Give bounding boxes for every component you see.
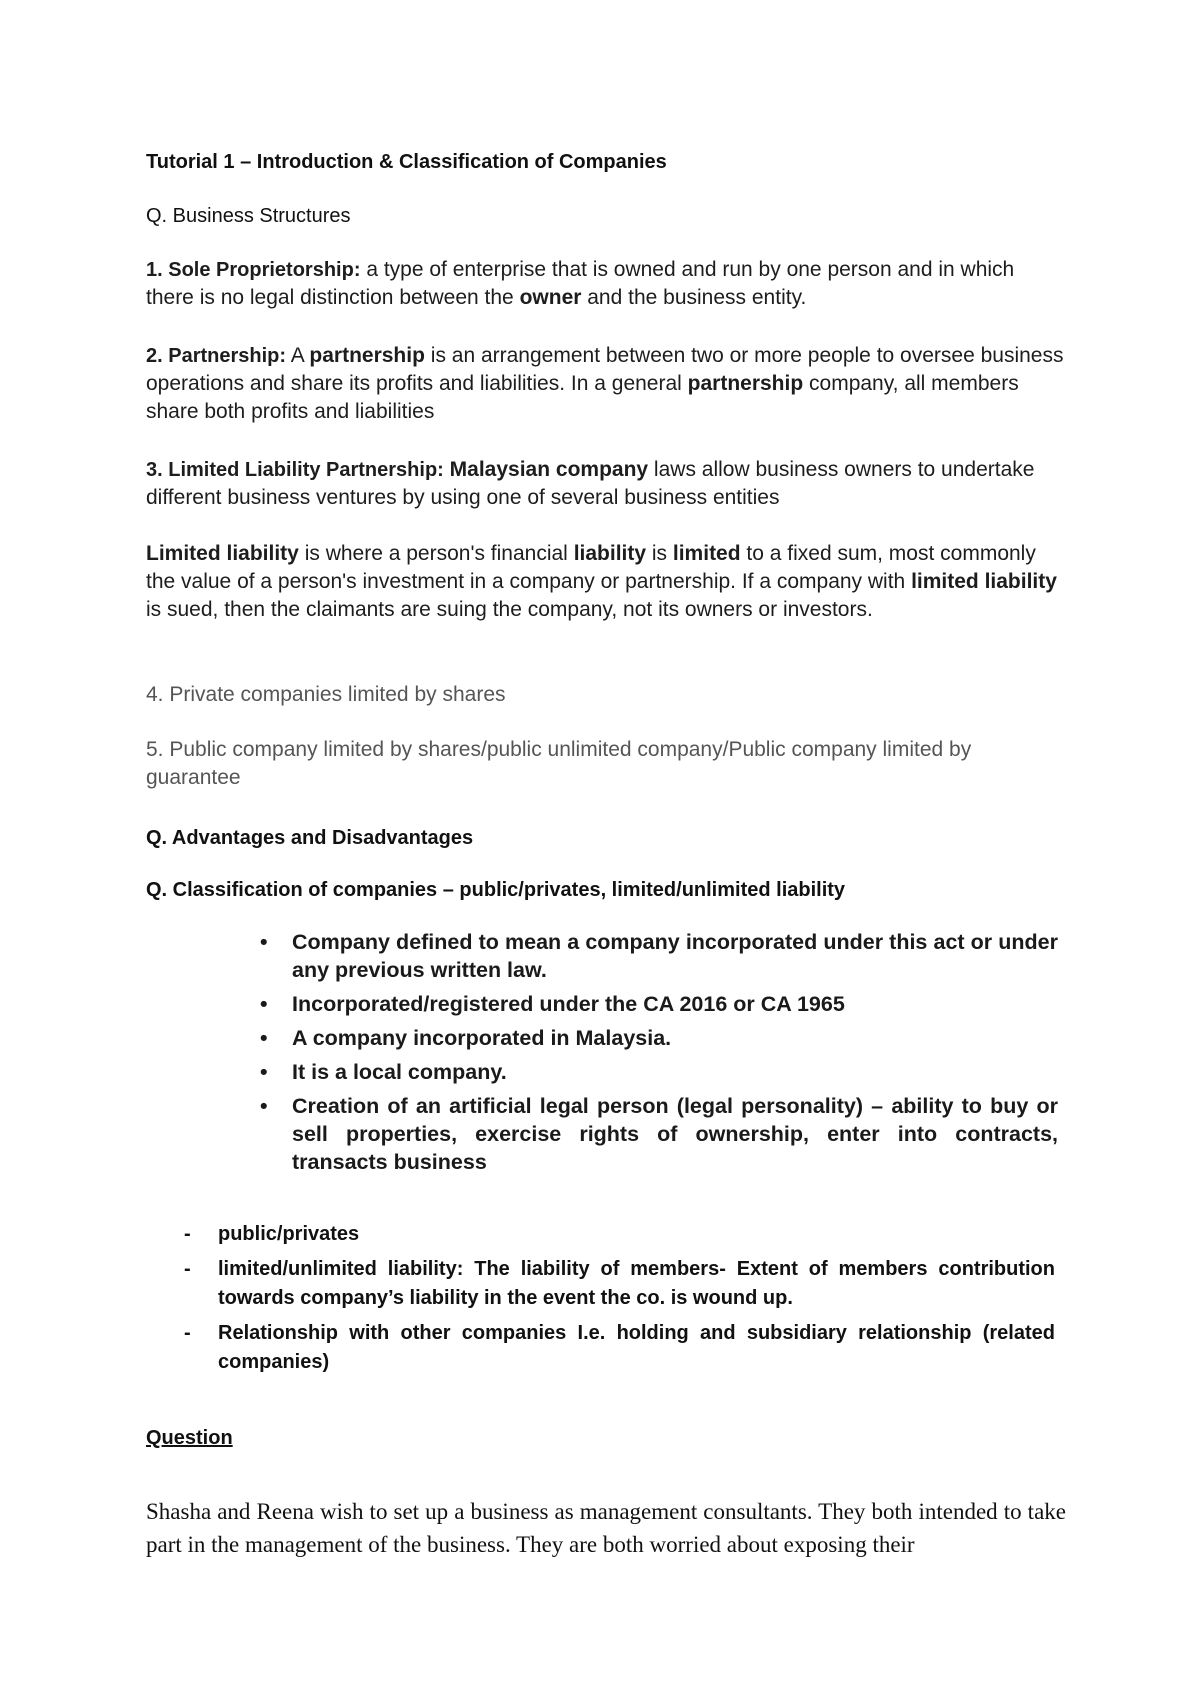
partnership-text-b: is an arrangement between two or more people to oversee business operations and share its profits and liabilities. In a general bbox=[146, 344, 1064, 395]
limited-word: limited bbox=[672, 542, 741, 565]
sole-text-b: and the business entity. bbox=[581, 286, 807, 309]
dash-item-public-privates bbox=[180, 1220, 1055, 1249]
partnership-label: 2. Partnership: bbox=[146, 345, 287, 367]
dash-text: public/privates bbox=[218, 1223, 360, 1245]
dash-text: Relationship with other companies I.e. holding and subsidiary relationship (related companies) bbox=[218, 1322, 1055, 1373]
dash-item-limited-liability bbox=[180, 1255, 1055, 1313]
bullet-item: • Company defined to mean a company incorporated under this act or under any previous written law. bbox=[258, 928, 1058, 984]
llp-text-a: laws allow business owners to undertake different business ventures by using one of several business entities bbox=[146, 458, 1035, 509]
bullet-item: • It is a local company. bbox=[258, 1058, 1058, 1086]
partnership-text-c: company, all members share both profits and liabilities bbox=[146, 372, 1019, 423]
limited-text-d: is sued, then the claimants are suing the company, not its owners or investors. bbox=[146, 598, 873, 621]
item-private-companies: 4. Private companies limited by shares bbox=[146, 683, 506, 706]
partnership-paragraph bbox=[146, 342, 1066, 426]
advantages-heading: Q. Advantages and Disadvantages bbox=[146, 827, 474, 849]
document-title: Tutorial 1 – Introduction & Classification of Companies bbox=[146, 151, 667, 173]
limited-liability-word: liability bbox=[573, 542, 647, 565]
business-structures-heading: Q. Business Structures bbox=[146, 205, 351, 227]
sole-proprietorship-label: 1. Sole Proprietorship: bbox=[146, 259, 361, 281]
llp-label: 3. Limited Liability Partnership: bbox=[146, 459, 444, 481]
classification-dash-list bbox=[180, 1220, 1055, 1383]
limited-liability-term: Limited liability bbox=[146, 542, 299, 565]
item-public-companies: 5. Public company limited by shares/public unlimited company/Public company limited by guarantee bbox=[146, 738, 972, 789]
limited-text-c: to a fixed sum, most commonly the value of a person's investment in a company or partnership. If a company with bbox=[146, 542, 1036, 593]
classification-bullet-list bbox=[258, 928, 1058, 1182]
limited-text-a: is where a person's financial bbox=[298, 542, 574, 565]
question-paragraph: Shasha and Reena wish to set up a business as management consultants. They both intended to take part in the management of the business. They are both worried about exposing their bbox=[146, 1499, 1066, 1557]
question-heading: Question bbox=[146, 1427, 233, 1449]
limited-liability-paragraph bbox=[146, 540, 1066, 624]
llp-malaysian-company: Malaysian company bbox=[443, 458, 649, 481]
limited-liability-term-2: limited liability bbox=[911, 570, 1057, 593]
limited-text-b: is bbox=[646, 542, 673, 565]
sole-proprietorship-paragraph bbox=[146, 256, 1066, 312]
classification-heading: Q. Classification of companies – public/privates, limited/unlimited liability bbox=[146, 879, 846, 901]
bullet-item: • Creation of an artificial legal person (legal personality) – ability to buy or sell properties, exercise rights of ownership, enter into contracts, transacts business bbox=[258, 1092, 1058, 1176]
dash-item-relationship bbox=[180, 1319, 1055, 1377]
bullet-item: • Incorporated/registered under the CA 2016 or CA 1965 bbox=[258, 990, 1058, 1018]
dash-text: limited/unlimited liability: bbox=[218, 1258, 475, 1280]
dash-text-bold: The liability of members- Extent of members contribution towards company’s liability in the event the co. is wound up. bbox=[218, 1258, 1055, 1309]
sole-text-a: a type of enterprise that is owned and run by one person and in which there is no legal distinction between the bbox=[146, 258, 1015, 309]
sole-owner-term: owner bbox=[519, 286, 582, 309]
llp-paragraph bbox=[146, 456, 1066, 512]
partnership-term-a: partnership bbox=[309, 344, 425, 367]
partnership-term-b: partnership bbox=[687, 372, 804, 395]
partnership-text-a: A bbox=[286, 344, 310, 367]
bullet-item: • A company incorporated in Malaysia. bbox=[258, 1024, 1058, 1052]
